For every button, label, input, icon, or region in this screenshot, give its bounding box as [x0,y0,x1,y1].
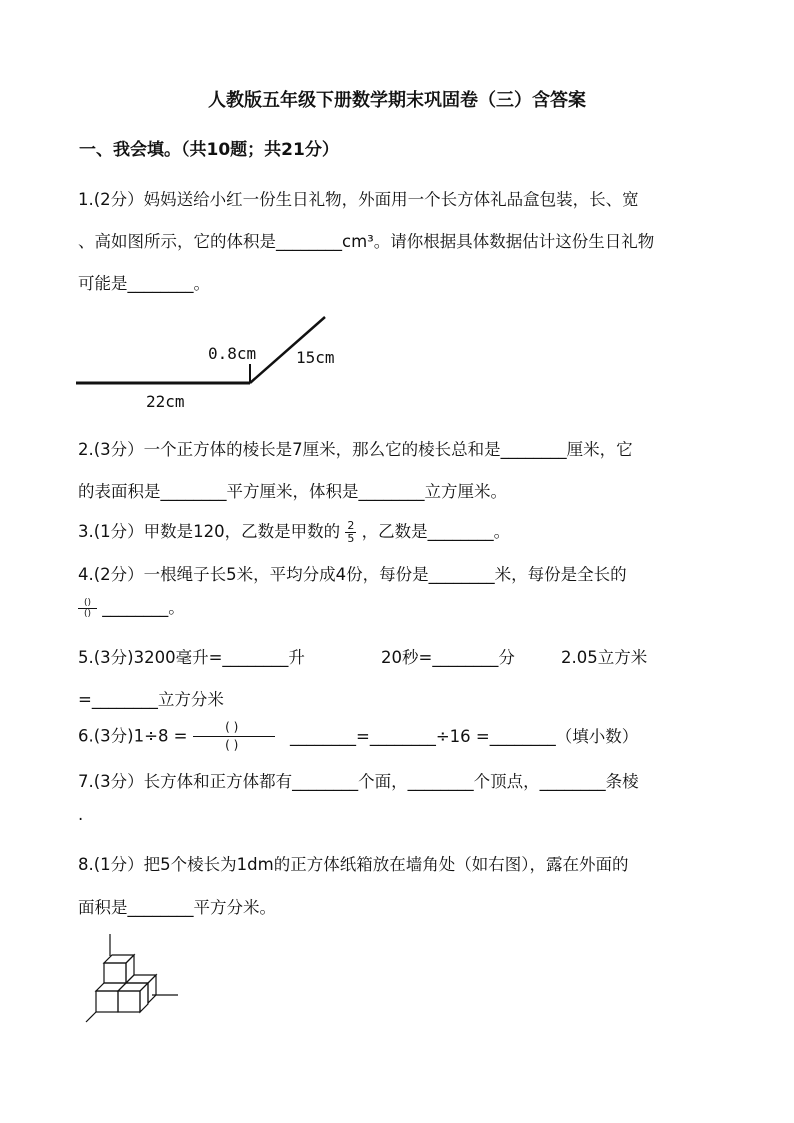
front-right-cube-side [140,983,148,1012]
q6-text-before: 6.(3分)1÷8 = [78,726,188,746]
q6-fraction-bar [193,736,275,737]
q6-line [78,720,638,754]
q1-line-2: 、高如图所示，它的体积是________cm³。请你根据具体数据估计这份生日礼物 [78,232,655,251]
q4-text-after: ________。 [102,598,185,617]
width-label: 15cm [296,348,335,367]
back-cube-side [148,975,156,1003]
q4-fraction-denominator: () [84,609,92,619]
top-cube-front [104,963,126,983]
q1-line-1: 1.(2分）妈妈送给小红一份生日礼物，外面用一个长方体礼品盒包装，长、宽 [78,190,639,209]
q3-fraction [345,520,356,545]
q6-text-after: ________=________÷16 =________（填小数） [290,726,639,746]
q8-line-2: 面积是________平方分米。 [78,898,276,917]
height-label: 0.8cm [208,344,257,363]
q7-line-2: . [78,805,84,824]
q5-part-b: 20秒=________分 [381,648,515,667]
q5-line-2: =________立方分米 [78,690,224,709]
q4-line-1: 4.(2分）一根绳子长5米，平均分成4份，每份是________米，每份是全长的 [78,565,627,584]
q6-fraction [193,720,275,754]
q4-fraction-numerator: () [78,598,97,609]
front-left-cube-front [96,991,118,1012]
page-title: 人教版五年级下册数学期末巩固卷（三）含答案 [208,90,586,111]
q3-text-after: ，乙数是________。 [361,522,511,541]
q6-fraction-numerator: ( ) [225,720,239,734]
q1-line-3: 可能是________。 [78,274,210,293]
q5-part-c: 2.05立方米 [561,648,648,667]
section-heading: 一、我会填。（共10题；共21分） [79,140,339,160]
front-right-cube-front [118,991,140,1012]
q3-fraction-denominator: 5 [347,532,355,545]
floor-edge [86,1012,96,1022]
q8-line-1: 8.(1分）把5个棱长为1dm的正方体纸箱放在墙角处（如右图），露在外面的 [78,855,629,874]
q4-line-2 [78,594,185,619]
q4-fraction [78,598,97,619]
q5-part-a: 5.(3分)3200毫升=________升 [78,648,305,667]
q3-line [78,518,510,545]
q3-fraction-numerator: 2 [347,519,355,532]
q7-line-1: 7.(3分）长方体和正方体都有________个面，________个顶点，________条棱 [78,772,639,791]
q2-line-1: 2.(3分）一个正方体的棱长是7厘米，那么它的棱长总和是________厘米，它 [78,440,633,459]
length-label: 22cm [146,392,185,411]
q6-fraction-denominator: ( ) [225,738,239,752]
stacked-cubes-figure [80,928,190,1028]
q2-line-2: 的表面积是________平方厘米，体积是________立方厘米。 [78,482,507,501]
q3-text-before: 3.(1分）甲数是120，乙数是甲数的 [78,522,341,541]
